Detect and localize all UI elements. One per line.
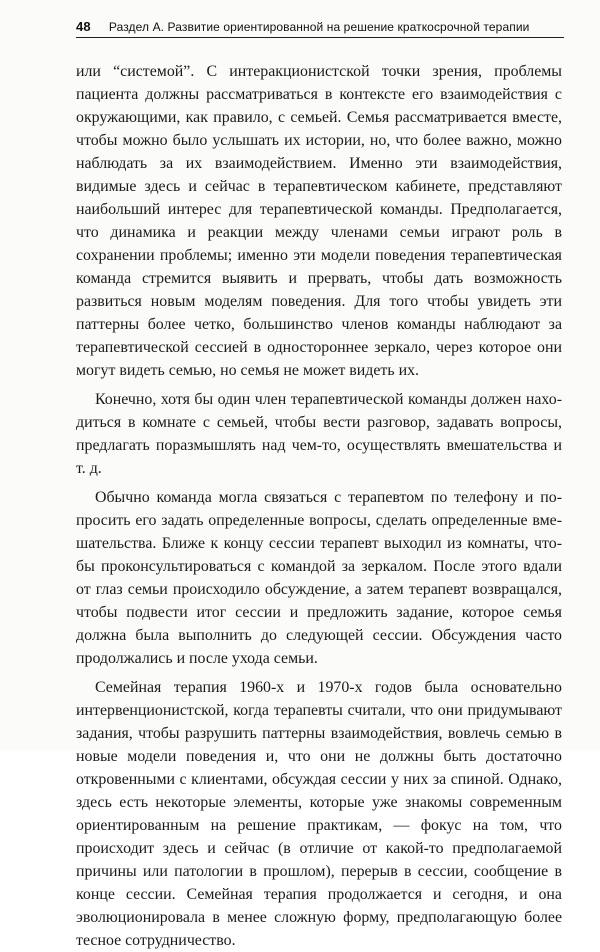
- paragraph: или “системой”. С интеракционистской точки зрения, проблемы пациента должны рассматриваться в контексте его взаимодействия с окружающими, как правило, с семьей. Семья рассматривается вместе, чтобы можно было услышать их истории, но, что более важно, можно наблюдать за их взаимодействием. Именно эти взаимодействия, видимые здесь и сейчас в терапевтическом кабинете, представляют наибольший интерес для терапевтической команды. Предполагается, что динамика и реакции между членами семьи играют роль в сохранении проблемы; именно эти модели поведения терапевтическая команда стремится выявить и прервать, чтобы дать возможность развиться новым моделям поведения. Для того чтобы увидеть эти паттерны более четко, большинство членов команды наблюдают за терапевтической сессией в одностороннее зеркало, через которое они могут видеть семью, но семья не может видеть их.: [76, 63, 562, 379]
- running-head: Раздел А. Развитие ориентированной на решение краткосрочной терапии: [108, 20, 530, 34]
- paragraph: Конечно, хотя бы один член терапевтической команды должен находиться в комнате с семьей, чтобы вести разговор, задавать вопросы, предлагать поразмышлять над чем-то, осуществлять вмешательства и т. д.: [76, 391, 562, 477]
- page-header: [76, 10, 564, 38]
- paragraph: Семейная терапия 1960-х и 1970-х годов была основательно интервенционистской, когда терапевты считали, что они придумывают задания, чтобы разрушить паттерны взаимодействия, вовлечь семью в новые модели поведения и, что они не должны быть достаточно откровенными с клиентами, обсуждая сессии у них за спиной. Однако, здесь есть некоторые элементы, которые уже знакомы современным ориентированным на решение практикам, — фокус на том, что происходит здесь и сейчас (в отличие от какой-то предполагаемой причины или патологии в прошлом), перерыв в сессии, сообщение в конце сессии. Семейная терапия продолжается и сегодня, и она эволюционировала в менее сложную форму, предполагающую более тесное сотрудничество.: [76, 679, 562, 949]
- page-number: 48: [76, 19, 91, 34]
- paragraph: Обычно команда могла связаться с терапевтом по телефону и попросить его задать определенные вопросы, сделать определенные вмешательства. Ближе к концу сессии терапевт выходил из комнаты, чтобы проконсультироваться с командой за зеркалом. После этого вдали от глаз семьи происходило обсуждение, а затем терапевт возвращался, чтобы подвести итог сессии и предложить задание, которое семья должна была выполнить до следующей сессии. Обсуждения часто продолжались и после ухода семьи.: [76, 489, 562, 667]
- body-text: [76, 60, 562, 952]
